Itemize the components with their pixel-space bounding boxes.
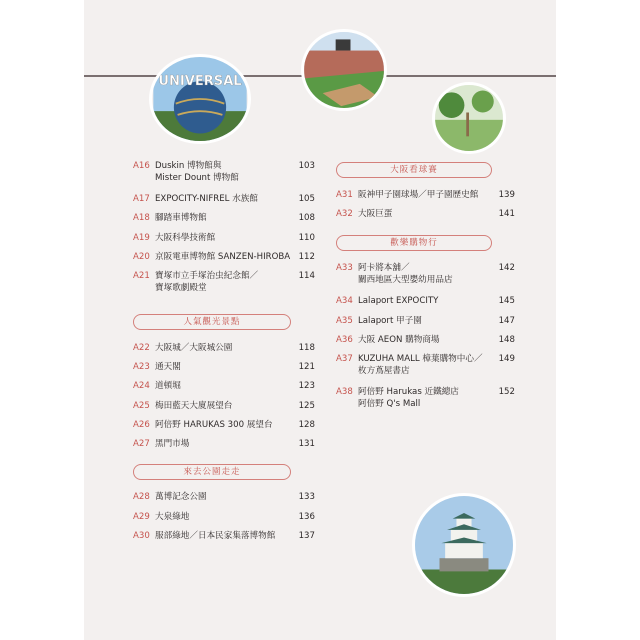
entry-page: 141 [498,209,515,219]
entry-title: 阪神甲子園球場／甲子園歷史館 [358,190,479,200]
entry-page: 103 [298,161,315,171]
entry-code: A25 [133,401,150,411]
entry-page: 121 [298,362,315,372]
entry-code: A17 [133,194,150,204]
entry-page: 128 [298,420,315,430]
universal-globe-photo [149,54,251,144]
entry-title: 通天閣 [155,362,181,372]
entry-code: A23 [133,362,150,372]
entry-code: A28 [133,492,150,502]
park-photo [432,82,506,154]
osaka-castle-photo [412,493,516,597]
entry-title: 腳踏車博物館 [155,213,207,223]
entry-code: A37 [336,354,353,364]
entry-page: 118 [298,343,315,353]
entry-title: Lalaport EXPOCITY [358,296,439,306]
entry-title: 寶塚市立手塚治虫紀念館／ 寶塚歌劇殿堂 [155,271,259,294]
entry-title: Lalaport 甲子園 [358,316,422,326]
entry-code: A38 [336,387,353,397]
entry-page: 125 [298,401,315,411]
entry-page: 148 [498,335,515,345]
entry-page: 112 [298,252,315,262]
entry-page: 145 [498,296,515,306]
entry-title: 阿卡將本舖／ 關西地區大型嬰幼用品店 [358,263,453,286]
entry-code: A24 [133,381,150,391]
globe-logo-text: UNIVERSAL [158,74,242,89]
entry-page: 137 [298,531,315,541]
entry-title: 大泉綠地 [155,512,190,522]
section-header-baseball: 大阪看球賽 [336,162,492,178]
entry-page: 108 [298,213,315,223]
entry-title: 梅田藍天大廈展望台 [155,401,233,411]
section-header-parks: 來去公園走走 [133,464,291,480]
entry-page: 131 [298,439,315,449]
entry-code: A34 [336,296,353,306]
entry-code: A31 [336,190,353,200]
entry-code: A26 [133,420,150,430]
entry-code: A19 [133,233,150,243]
entry-title: Duskin 博物館與 Mister Dount 博物館 [155,161,239,184]
entry-page: 142 [498,263,515,273]
section-header-sightseeing: 人氣觀光景點 [133,314,291,330]
entry-code: A30 [133,531,150,541]
entry-title: KUZUHA MALL 樟葉購物中心／ 枚方蔦屋書店 [358,354,483,377]
entry-title: 京阪電車博物館 SANZEN-HIROBA [155,252,291,262]
entry-code: A21 [133,271,150,281]
entry-code: A29 [133,512,150,522]
entry-code: A33 [336,263,353,273]
entry-page: 149 [498,354,515,364]
entry-code: A35 [336,316,353,326]
entry-title: 大阪城／大阪城公園 [155,343,233,353]
entry-page: 139 [498,190,515,200]
entry-title: 大阪 AEON 購物商場 [358,335,440,345]
entry-code: A36 [336,335,353,345]
section-header-shopping: 歡樂購物行 [336,235,492,251]
entry-page: 147 [498,316,515,326]
entry-title: 阿倍野 Harukas 近鐵總店 阿倍野 Q's Mall [358,387,459,410]
entry-code: A27 [133,439,150,449]
entry-title: 萬博記念公園 [155,492,207,502]
entry-code: A20 [133,252,150,262]
entry-code: A16 [133,161,150,171]
entry-page: 152 [498,387,515,397]
entry-title: 大阪巨蛋 [358,209,393,219]
entry-page: 105 [298,194,315,204]
entry-title: 黑門市場 [155,439,190,449]
entry-title: 服部綠地／日本民家集落博物館 [155,531,276,541]
entry-page: 133 [298,492,315,502]
entry-title: 道頓堀 [155,381,181,391]
stadium-photo [301,29,387,111]
entry-page: 136 [298,512,315,522]
entry-title: 阿倍野 HARUKAS 300 展望台 [155,420,273,430]
entry-title: EXPOCITY-NIFREL 水族館 [155,194,258,204]
entry-title: 大阪科學技術館 [155,233,216,243]
entry-page: 110 [298,233,315,243]
entry-code: A22 [133,343,150,353]
entry-page: 123 [298,381,315,391]
entry-page: 114 [298,271,315,281]
entry-code: A18 [133,213,150,223]
entry-code: A32 [336,209,353,219]
